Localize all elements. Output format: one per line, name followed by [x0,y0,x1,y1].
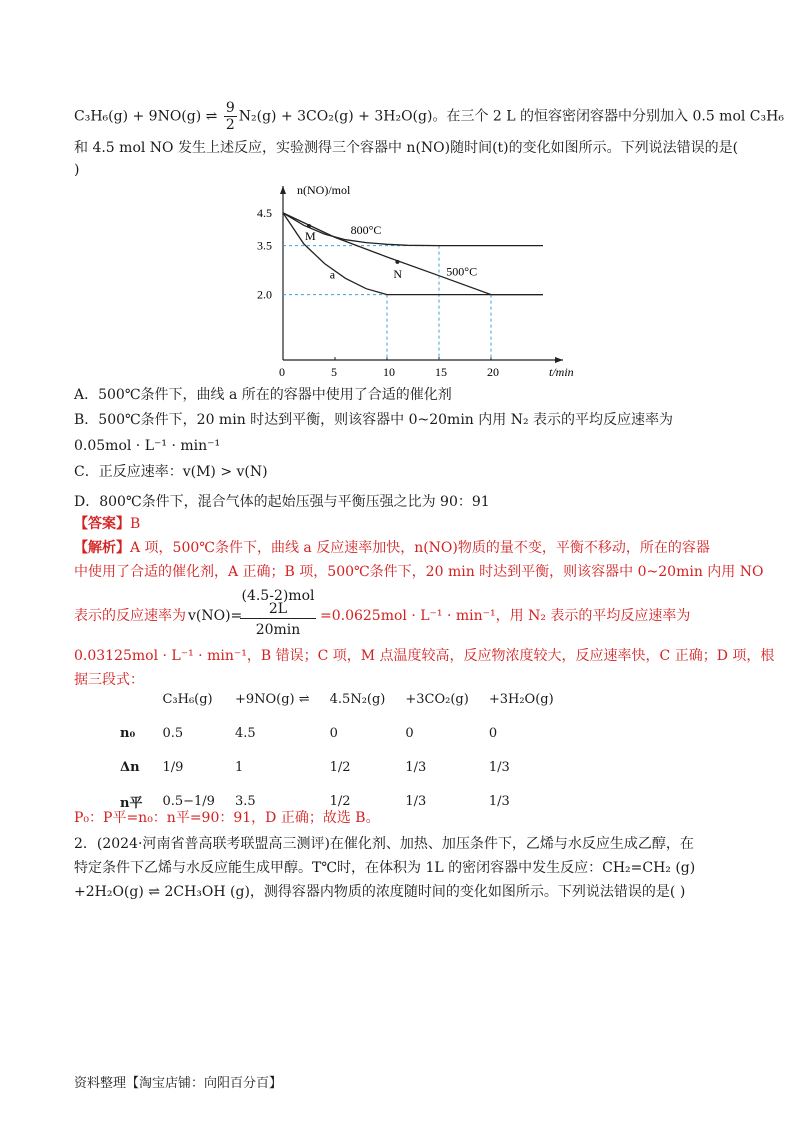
point-N [395,260,399,264]
q2-line3: +2H₂O(g) ⇌ 2CH₃OH (g)，测得容器内物质的浓度随时间的变化如图所示。下列说法错误的是( ) [74,884,686,900]
analysis-line1 [74,538,710,558]
y-tick-label: 3.5 [257,238,272,253]
q1-line1-tail: 在三个 2 L 的恒容密闭容器中分别加入 0.5 mol C₃H₆ [446,108,784,125]
x-tick-label: 15 [435,365,447,378]
y-tick-label: 2.0 [257,287,272,302]
analysis-line5: 据三段式： [74,672,144,688]
answer-label: 【答案】 [74,516,130,532]
table-cell: 1/3 [405,759,427,775]
equation-left: C₃H₆(g) + 9NO(g) ⇌ [74,108,222,125]
table-header-cell: +9NO(g) ⇌ [234,691,310,707]
q1-equation [74,100,784,133]
x-tick-label: 5 [331,365,337,378]
analysis-text1: A 项，500℃条件下，曲线 a 反应速率加快，n(NO)物质的量不变，平衡不移动，所在的容器 [130,540,710,556]
table-row-label: n平 [120,795,143,811]
answer [74,514,140,534]
table-cell: 1/2 [329,793,351,809]
table-corner [110,682,152,716]
x-tick-label: 20 [487,365,499,378]
series-label-500: 500°C [446,264,478,279]
table-cell: 1/3 [488,759,510,775]
series-line-a [283,213,543,295]
nno-time-chart [250,178,580,378]
three-stage-table [110,682,564,818]
option-d: D．800℃条件下，混合气体的起始压强与平衡压强之比为 90：91 [74,494,490,510]
x-axis-label: t/min [549,365,574,378]
series-line-500°C [283,213,543,295]
option-a: A．500℃条件下，曲线 a 所在的容器中使用了合适的催化剂 [74,387,452,403]
table-cell: 3.5 [234,793,256,809]
analysis-end: P₀：P平=n₀：n平=90：91，D 正确；故选 B。 [74,810,380,826]
analysis3-num: 2L [240,600,316,619]
table-cell: 0.5 [162,725,184,741]
point-label-M: M [305,228,316,243]
answer-value: B [130,516,141,532]
table-cell: 1/3 [405,793,427,809]
option-c: C．正反应速率：v(M) > v(N) [74,464,268,480]
analysis-label: 【解析】 [74,540,130,556]
option-b-line2: 0.05mol · L⁻¹ · min⁻¹ [74,438,221,454]
point-label-N: N [393,266,403,281]
table-cell: 0 [405,725,414,741]
table-row [110,750,564,784]
table-cell: 0 [329,725,338,741]
table-cell: 1/9 [162,759,184,775]
table-cell: 1/3 [488,793,510,809]
table-cell: 0 [488,725,498,741]
table-cell: 0.5−1/9 [162,793,215,809]
table-cell: 1 [234,759,244,775]
y-axis-label: n(NO)/mol [297,183,351,197]
x-tick-label: 10 [383,365,395,378]
table-row-label: n₀ [120,725,136,741]
q1-line3: ) [74,162,80,178]
analysis3-pre: 表示的反应速率为 [74,608,186,624]
y-tick-label: 4.5 [257,205,272,220]
series-line-800°C [283,213,543,246]
table-header-row [110,682,564,716]
footer: 资料整理【淘宝店铺：向阳百分百】 [74,1076,283,1091]
table-row-label: Δn [120,759,140,775]
analysis3-post: =0.0625mol · L⁻¹ · min⁻¹，用 N₂ 表示的平均反应速率为 [320,608,691,624]
analysis3-den: 20min [255,622,301,638]
table-header-cell: +3CO₂(g) [405,691,469,707]
table-header-cell: +3H₂O(g) [488,691,554,707]
q2-line1: 2．(2024·河南省普高联考联盟高三测评)在催化剂、加热、加压条件下，乙烯与水反应生成乙醇，在 [74,836,694,852]
q2-line2: 特定条件下乙烯与水反应能生成甲醇。T℃时，在体积为 1L 的密闭容器中发生反应：CH₂=CH₂ (g) [74,860,696,876]
table-cell: 1/2 [329,759,351,775]
analysis-line2: 中使用了合适的催化剂，A 正确；B 项，500℃条件下，20 min 时达到平衡，则该容器中 0~20min 内用 NO [74,564,764,580]
equation-fraction: $\frac{9}{2}$ [225,100,235,133]
x-axis-arrow [555,357,563,363]
point-M [307,224,311,228]
table-cell: 4.5 [234,725,256,741]
series-label-a: a [329,267,336,282]
table-row [110,716,564,750]
x-tick-label: 0 [279,365,285,378]
analysis3-top: (4.5-2)mol [241,588,315,604]
table-header-cell: 4.5N₂(g) [329,691,386,707]
q1-line2: 和 4.5 mol NO 发生上述反应，实验测得三个容器中 n(NO)随时间(t)的变化如图所示。下列说法错误的是( [74,140,739,156]
equation-right: N₂(g) + 3CO₂(g) + 3H₂O(g)。 [238,108,447,125]
series-label-800: 800°C [350,223,382,238]
option-b-line1: B．500℃条件下，20 min 时达到平衡，则该容器中 0~20min 内用 N₂ 表示的平均反应速率为 [74,412,674,428]
analysis-line4: 0.03125mol · L⁻¹ · min⁻¹，B 错误；C 项，M 点温度较高，反应物浓度较大，反应速率快，C 正确；D 项，根 [74,648,775,664]
analysis3-v: v(NO)= [188,608,243,624]
y-axis-arrow [280,186,286,194]
table-header-cell: C₃H₆(g) [162,691,213,707]
